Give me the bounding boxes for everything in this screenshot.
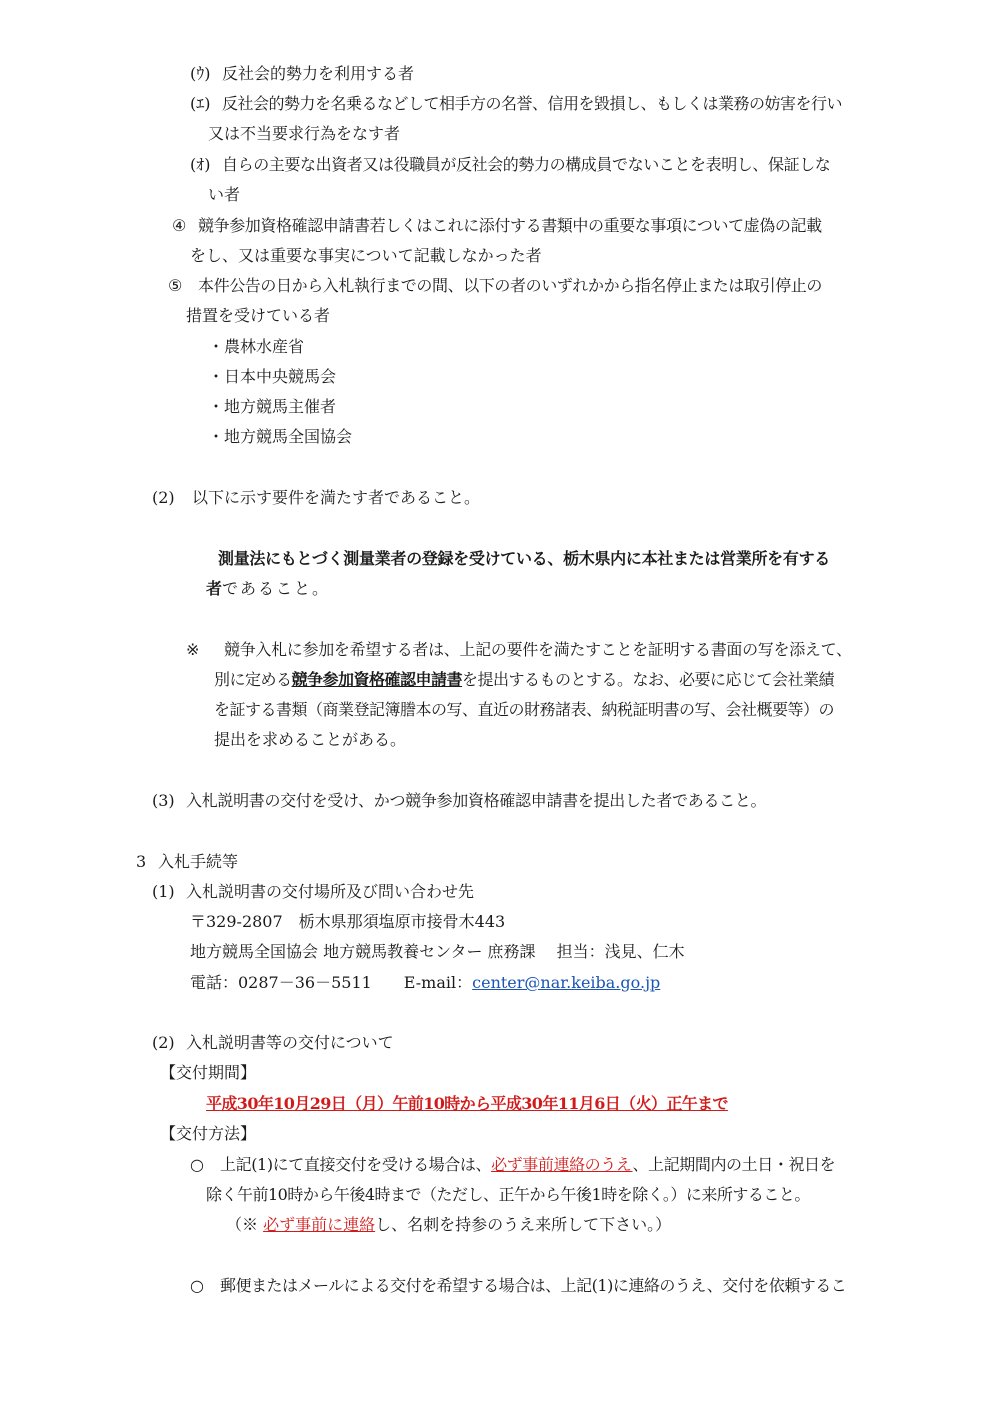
note-line1: 競争入札に参加を希望する者は、上記の要件を満たすことを証明する書面の写を添えて、: [224, 640, 852, 659]
org-list-item: ・地方競馬主催者: [208, 397, 337, 416]
method-1-pre: 上記(1)にて直接交付を受ける場合は、: [220, 1155, 492, 1174]
method-1-line1: [220, 1155, 835, 1175]
item-5-label: ⑤: [168, 276, 183, 295]
method-1-note-post: し、名刺を持参のうえ来所して下さい。）: [375, 1215, 672, 1234]
method-2-bullet: ○: [190, 1276, 204, 1295]
section-3-number: 3: [136, 852, 147, 871]
item-e-text-line1: 反社会的勢力を名乗るなどして相手方の名誉、信用を毀損し、もしくは業務の妨害を行い: [222, 94, 843, 113]
sub-1-title: 入札説明書の交付場所及び問い合わせ先: [186, 882, 475, 901]
method-1-note-highlight: 必ず事前に連絡: [263, 1215, 376, 1234]
req-2-text: 以下に示す要件を満たす者であること。: [192, 488, 481, 507]
application-form-name: 競争参加資格確認申請書: [291, 670, 463, 689]
item-o-text-line2: い者: [208, 185, 241, 204]
req-2-label: (2): [152, 488, 175, 507]
contact-phone: 電話：0287－36－5511 E-mail：: [190, 973, 473, 992]
item-e-text-line2: 又は不当要求行為をなす者: [208, 124, 401, 143]
requirement-bold-line1: 測量法にもとづく測量業者の登録を受けている、栃木県内に本社または営業所を有する: [218, 549, 830, 568]
note-line2: [214, 670, 834, 690]
requirement-bold-lead: 者: [206, 579, 223, 598]
method-1-note: [226, 1215, 671, 1235]
org-list-item: ・農林水産省: [208, 337, 305, 356]
req-3-text: 入札説明書の交付を受け、かつ競争参加資格確認申請書を提出した者であること。: [186, 791, 767, 810]
method-1-post: 、上記期間内の土日・祝日を: [632, 1155, 836, 1174]
sub-1-label: (1): [152, 882, 175, 901]
item-o-label: (ｵ): [190, 155, 211, 174]
contact-phone-line: [190, 973, 660, 993]
item-5-text-line1: 本件公告の日から入札執行までの間、以下の者のいずれかから指名停止または取引停止の: [198, 276, 823, 295]
delivery-period-header: 【交付期間】: [160, 1063, 257, 1082]
method-1-line2: 除く午前10時から午後4時まで（ただし、正午から午後1時を除く。）に来所すること。: [206, 1185, 810, 1204]
note-line4: 提出を求めることがある。: [214, 730, 407, 749]
sub-2-title: 入札説明書等の交付について: [186, 1033, 394, 1052]
org-list-item: ・日本中央競馬会: [208, 367, 337, 386]
section-3-heading: 入札手続等: [158, 852, 239, 871]
method-2-text: 郵便またはメールによる交付を希望する場合は、上記(1)に連絡のうえ、交付を依頼するこ: [220, 1276, 847, 1295]
method-1-highlight: 必ず事前連絡のうえ: [491, 1155, 633, 1174]
contact-email-link[interactable]: center@nar.keiba.go.jp: [472, 973, 661, 992]
delivery-period: 平成30年10月29日（月）午前10時から平成30年11月6日（火）正午まで: [206, 1094, 728, 1113]
method-1-note-pre: （※: [226, 1215, 264, 1234]
item-o-text-line1: 自らの主要な出資者又は役職員が反社会的勢力の構成員でないことを表明し、保証しな: [222, 155, 831, 174]
item-4-text-line1: 競争参加資格確認申請書若しくはこれに添付する書類中の重要な事項について虚偽の記載: [198, 216, 822, 235]
delivery-method-header: 【交付方法】: [160, 1124, 257, 1143]
org-list-item: ・地方競馬全国協会: [208, 427, 353, 446]
item-e-label: (ｴ): [190, 94, 211, 113]
item-5-text-line2: 措置を受けている者: [186, 306, 331, 325]
item-4-label: ④: [172, 216, 187, 235]
item-u-label: (ｳ): [190, 64, 211, 83]
note-mark: ※: [186, 640, 200, 659]
contact-address: 〒329-2807 栃木県那須塩原市接骨木443: [190, 912, 506, 931]
note-line2-post: を提出するものとする。なお、必要に応じて会社業績: [462, 670, 835, 689]
method-1-bullet: ○: [190, 1155, 204, 1174]
item-u-text: 反社会的勢力を利用する者: [222, 64, 415, 83]
requirement-bold-line2: [206, 579, 330, 599]
requirement-tail: であること。: [222, 579, 331, 598]
note-line2-pre: 別に定める: [214, 670, 292, 689]
item-4-text-line2: をし、又は重要な事実について記載しなかった者: [190, 246, 542, 265]
contact-organization: 地方競馬全国協会 地方競馬教養センター 庶務課 担当：浅見、仁木: [190, 942, 685, 961]
note-line3: を証する書類（商業登記簿謄本の写、直近の財務諸表、納税証明書の写、会社概要等）の: [214, 700, 835, 719]
req-3-label: (3): [152, 791, 175, 810]
sub-2-label: (2): [152, 1033, 175, 1052]
